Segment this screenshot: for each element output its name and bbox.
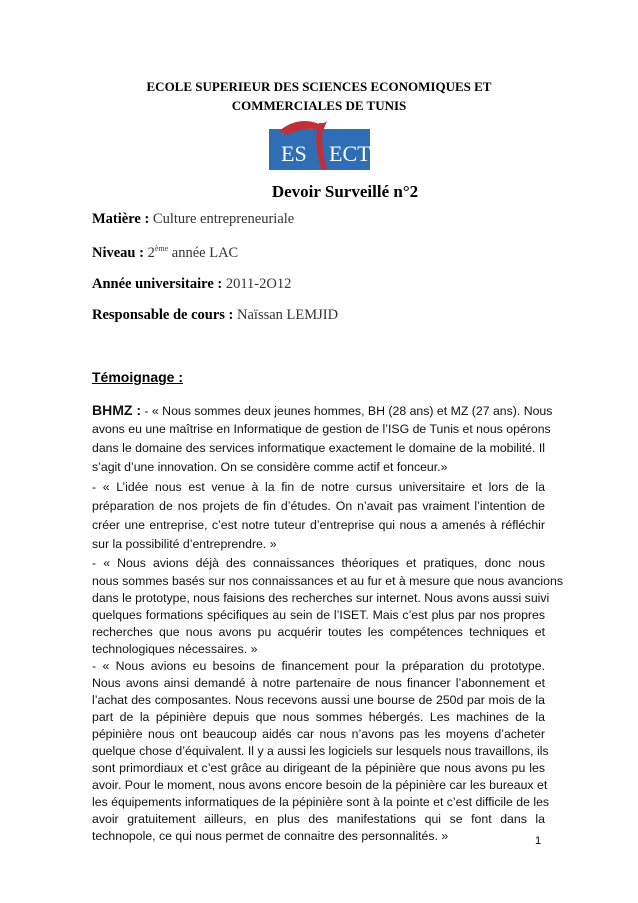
text-line-4: - « L’idée nous est venue à la fin de notre cursus universitaire et lors de la bbox=[92, 480, 545, 494]
essect-logo-graphic bbox=[269, 117, 370, 170]
text-line-10: dans le prototype, nous faisions des recherches sur internet. Nous avons aussi suivi bbox=[92, 591, 550, 605]
annee-field bbox=[92, 276, 291, 293]
text-line-18: pépinière nous ont beaucoup aidés car nous n’avons pas les moyens d’acheter bbox=[92, 727, 545, 741]
page-title: Devoir Surveillé n°2 bbox=[271, 182, 419, 201]
text-line-19: quelque chose d’équivalent. Il y a aussi les logiciels sur lesquels nous travaillons, ils bbox=[92, 744, 549, 758]
text-line-12: recherches que nous avons pu acquérir toutes les compétences techniques et bbox=[92, 625, 545, 639]
text-line bbox=[92, 402, 553, 420]
annee-label: Année universitaire : bbox=[92, 276, 223, 292]
responsable-field bbox=[92, 307, 338, 324]
svg-text:ECT: ECT bbox=[329, 141, 370, 166]
school-header-line2: COMMERCIALES DE TUNIS bbox=[231, 98, 407, 113]
niveau-field bbox=[92, 244, 238, 262]
page-number: 1 bbox=[535, 835, 542, 847]
text-line-20: sont primordiaux et c’est grâce au dirigeant de la pépinière que nous avons pu les bbox=[92, 761, 545, 775]
essect-logo bbox=[269, 117, 370, 170]
text-line-15: Nous avons ainsi demandé à notre partenaire de nous financer l’abonnement et bbox=[92, 676, 545, 690]
text-line-7: sur la possibilité d’entreprendre. » bbox=[92, 537, 277, 551]
text-line-5: préparation de nos projets de fin d’études. On n’avait pas vraiment l’intention de bbox=[92, 499, 545, 513]
niveau-value-pre: 2 bbox=[143, 244, 155, 261]
text-line-2: dans le domaine des services informatique exactement le domaine de la mobilité. Il bbox=[92, 441, 545, 455]
text-line-14: - « Nous avions eu besoins de financement pour la préparation du prototype. bbox=[92, 659, 545, 673]
text-line-21: avoir. Pour le moment, nous avons encore besoin de la pépinière car les bureaux et bbox=[92, 778, 548, 792]
text-line-17: part de la pépinière depuis que nous sommes hébergés. Les machines de la bbox=[92, 710, 545, 724]
niveau-value-post: année LAC bbox=[168, 244, 239, 261]
speaker-label: BHMZ : bbox=[92, 402, 141, 418]
text-line-9: nous sommes basés sur nos connaissances et au fur et à mesure que nous avancions bbox=[92, 574, 563, 588]
text-line-6: créer une entreprise, c’est notre tuteur d’entreprise qui nous a amenés à réfléchir bbox=[92, 518, 545, 532]
matiere-label: Matière : bbox=[92, 211, 150, 227]
niveau-label: Niveau : bbox=[92, 244, 144, 261]
school-header bbox=[92, 77, 546, 115]
text-line-24: technopole, ce qui nous permet de connaitre des personnalités. » bbox=[92, 829, 449, 843]
annee-value: 2011-2O12 bbox=[222, 276, 292, 292]
section-title: Témoignage : bbox=[92, 369, 184, 385]
responsable-value: Naïssan LEMJID bbox=[233, 307, 339, 323]
text-line-13: technologiques nécessaires. » bbox=[92, 642, 258, 656]
responsable-label: Responsable de cours : bbox=[92, 307, 234, 323]
text-line-23: avoir gratuitement ailleurs, en plus des manifestations qui se font dans la bbox=[92, 812, 545, 826]
text-line-22: les équipements informatiques de la pépinière sont à la pointe et c’est difficile de les bbox=[92, 795, 550, 809]
text-line-11: quelques formations spécifiques au sein de l’ISET. Mais c’est plus par nos propres bbox=[92, 608, 545, 622]
school-header-line1: ECOLE SUPERIEUR DES SCIENCES ECONOMIQUES ET bbox=[146, 79, 492, 94]
text-line-3: s’agit d’une innovation. On se considère comme actif et fonceur.» bbox=[92, 460, 448, 474]
text-line-1: avons eu une maîtrise en Informatique de gestion de l’ISG de Tunis et nous opérons bbox=[92, 422, 551, 436]
text-line-0: - « Nous sommes deux jeunes hommes, BH (28 ans) et MZ (27 ans). Nous bbox=[141, 404, 553, 418]
niveau-sup: ème bbox=[154, 244, 169, 253]
matiere-value: Culture entrepreneuriale bbox=[149, 211, 295, 227]
svg-text:ES: ES bbox=[281, 141, 307, 166]
text-line-16: l’achat des composantes. Nous recevons aussi une bourse de 250d par mois de la bbox=[92, 693, 545, 707]
text-line-8: - « Nous avions déjà des connaissances théoriques et pratiques, donc nous bbox=[92, 556, 545, 570]
matiere-field bbox=[92, 211, 294, 228]
